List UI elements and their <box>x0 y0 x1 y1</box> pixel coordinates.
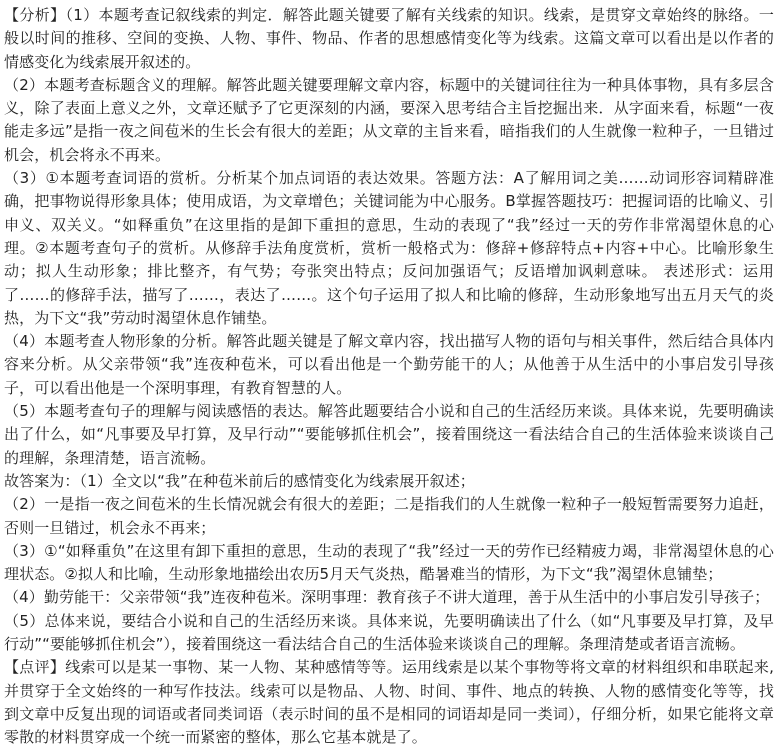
analysis-paragraph-3: （3）①本题考查词语的赏析。分析某个加点词语的表达效果。答题方法：A了解用词之美……动词形容词精辟准确，把事物说得形象具体；使用成语，为文章增色；关键词能为中心服务。B掌握答题技巧：把握词语的比喻义、引申义、双关义。“如释重负”在这里指的是卸下重担的意思，生动的表现了“我”经过一天的劳作非常渴望休息的心理。②本题考查句子的赏析。从修辞手法角度赏析，赏析一般格式为：修辞+修辞特点+内容+中心。比喻形象生动；拟人生动形象；排比整齐，有气势；夸张突出特点；反问加强语气；反语增加讽刺意味。 表述形式：运用了……的修辞手法，描写了……，表达了……。这个句子运用了拟人和比喻的修辞，生动形象地写出五月天气的炎热，为下文“我”劳动时渴望休息作铺垫。 <box>4 169 774 327</box>
analysis-paragraph-1 <box>4 4 774 74</box>
analysis-text-1: （1）本题考查记叙线索的判定．解答此题关键要了解有关线索的知识。线索，是贯穿文章始终的脉络。一般以时间的推移、空间的变换、人物、事件、物品、作者的思想感情变化等为线索。这篇文章可以看出是以作者的情感变化为线索展开叙述的。 <box>4 6 775 71</box>
answer-2: （2）一是指一夜之间苞米的生长情况就会有很大的差距；二是指我们的人生就像一粒种子一般短暂需要努力追赶，否则一旦错过，机会永不再来； <box>4 495 774 537</box>
analysis-paragraph-4: （4）本题考查人物形象的分析。解答此题关键是了解文章内容，找出描写人物的语句与相关事件，然后结合具体内容来分析。从父亲带领“我”连夜种苞米，可以看出他是一个勤劳能干的人；从他善于从生活中的小事启发引导孩子，可以看出他是一个深明事理，有教育智慧的人。 <box>4 332 774 397</box>
analysis-paragraph-2: （2）本题考查标题含义的理解。解答此题关键要理解文章内容，标题中的关键词往往为一种具体事物，具有多层含义，除了表面上意义之外，文章还赋予了它更深刻的内涵，要深入思考结合主旨挖掘出来．从字面来看，标题“一夜能走多远”是指一夜之间苞米的生长会有很大的差距；从文章的主旨来看，暗指我们的人生就像一粒种子，一旦错过机会，机会将永不再来。 <box>4 75 774 164</box>
comment-text: 线索可以是某一事物、某一人物、某种感情等等。运用线索是以某个事物等将文章的材料组织和串联起来,并贯穿于全文始终的一种写作技法。线索可以是物品、人物、时间、事件、地点的转换、人物的感情变化等等，找到文章中反复出现的词语或者同类词语（表示时间的虽不是相同的词语却是同一类词），仔细分析，如果它能将文章零散的材料贯穿成一个统一而紧密的整体，那么它基本就是了。 <box>4 658 774 747</box>
analysis-paragraph-5: （5）本题考查句子的理解与阅读感悟的表达。解答此题要结合小说和自己的生活经历来谈。具体来说，先要明确读出了什么，如“凡事要及早打算，及早行动”“要能够抓住机会”，接着围绕这一看法结合自己的生活体验来谈谈自己的理解，条理清楚，语言流畅。 <box>4 402 774 467</box>
answer-5: （5）总体来说，要结合小说和自己的生活经历来谈。具体来说，先要明确读出了什么（如“凡事要及早打算，及早行动”“要能够抓住机会”），接着围绕这一看法结合自己的生活体验来谈谈自己的理解。条理清楚或者语言流畅。 <box>4 611 774 654</box>
comment-tag: 【点评】 <box>4 658 66 677</box>
comment-paragraph <box>4 656 774 749</box>
answer-4: （4）勤劳能干：父亲带领“我”连夜种苞米。深明事理：教育孩子不讲大道理，善于从生活中的小事启发引导孩子； <box>4 588 770 607</box>
answer-3: （3）①“如释重负”在这里有卸下重担的意思，生动的表现了“我”经过一天的劳作已经精疲力竭，非常渴望休息的心理状态。②拟人和比喻，生动形象地描绘出农历5月天气炎热，酷暑难当的情形，为下文“我”渴望休息铺垫； <box>4 541 774 584</box>
answer-intro: 故答案为：（1）全文以“我”在种苞米前后的感情变化为线索展开叙述； <box>4 471 475 490</box>
analysis-tag: 【分析】 <box>4 6 66 24</box>
